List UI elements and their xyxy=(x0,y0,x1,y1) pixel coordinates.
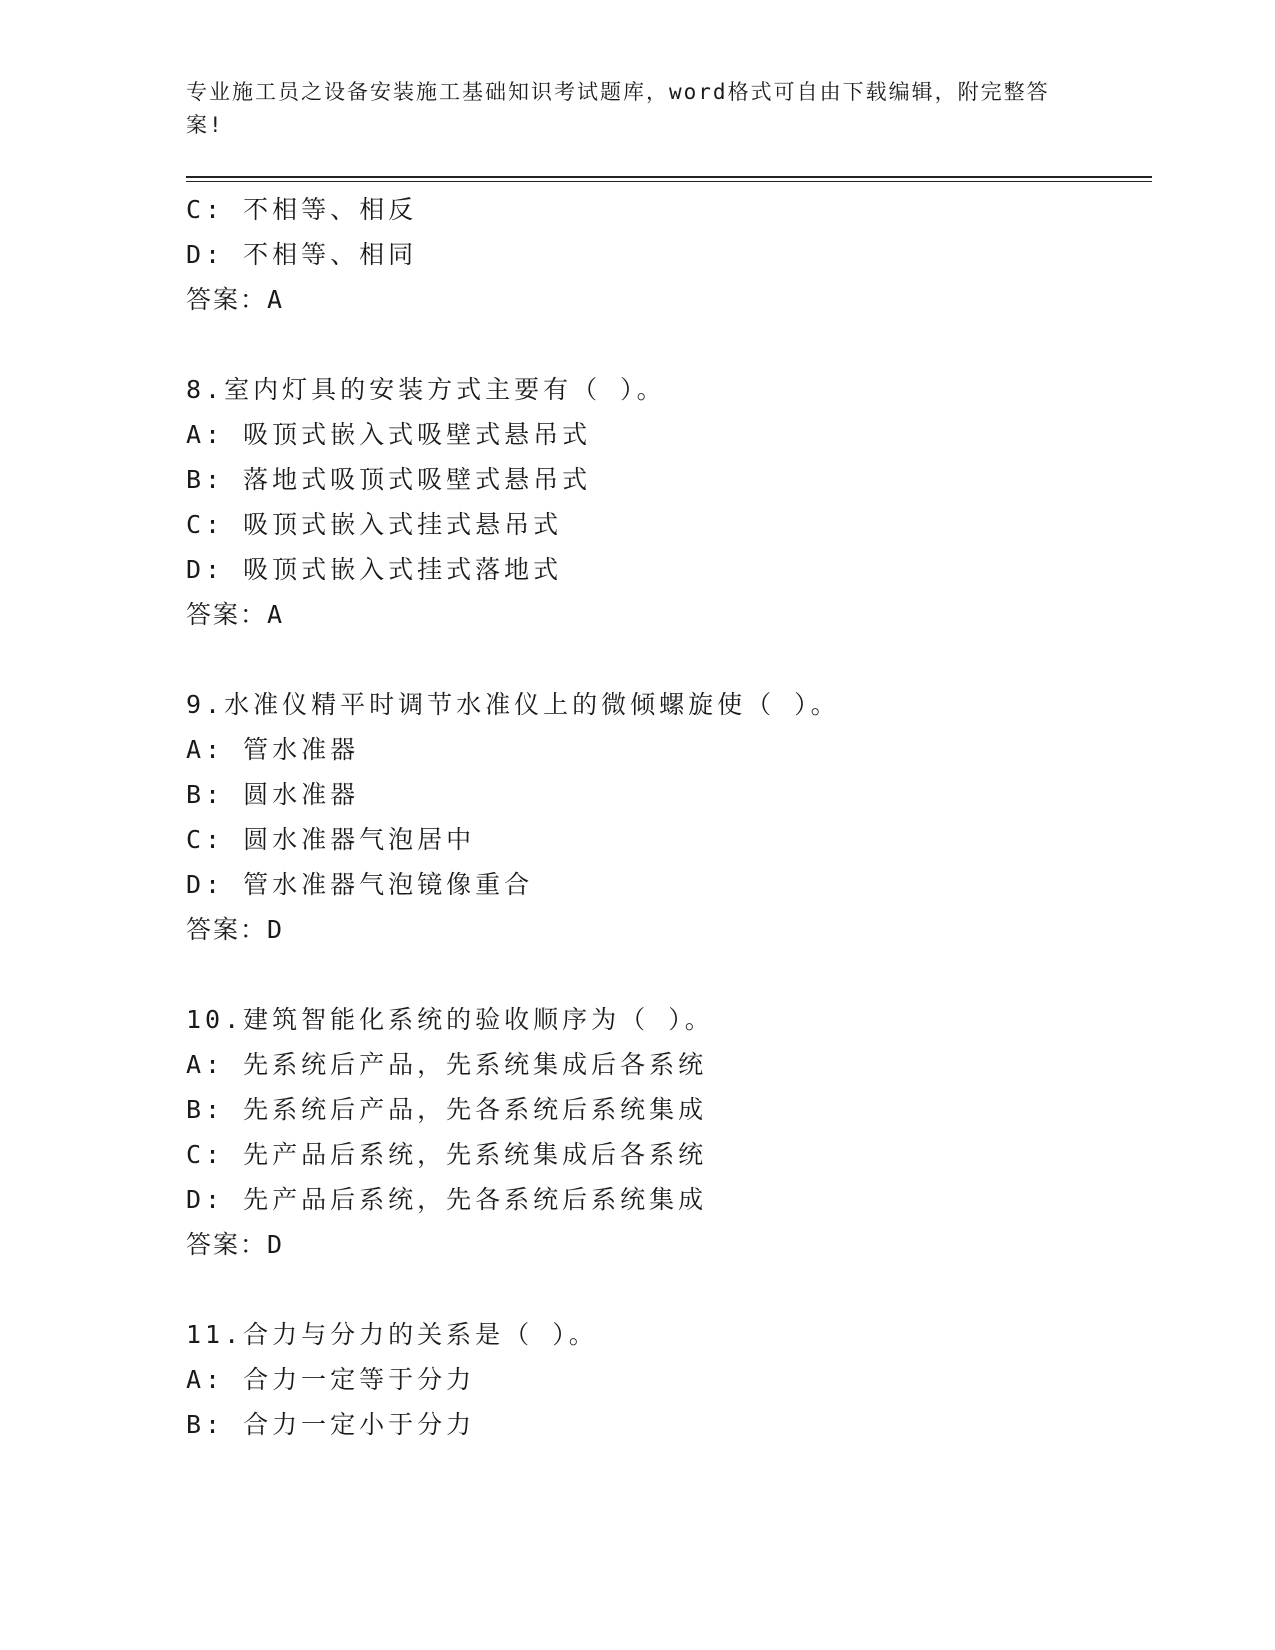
q10-answer xyxy=(186,1230,282,1260)
q8-option-b: B: 落地式吸顶式吸壁式悬吊式 xyxy=(186,465,592,494)
q10-option-c: C: 先产品后系统，先系统集成后各系统 xyxy=(186,1140,708,1169)
answer-label: 答案： xyxy=(186,1230,268,1259)
q9-option-a: A: 管水准器 xyxy=(186,735,360,764)
answer-value: D xyxy=(267,915,283,944)
q10-option-d: D: 先产品后系统，先各系统后系统集成 xyxy=(186,1185,708,1214)
q9-option-d: D: 管水准器气泡镜像重合 xyxy=(186,870,534,899)
document-header: 专业施工员之设备安装施工基础知识考试题库，word格式可自由下载编辑，附完整答案! xyxy=(186,80,1050,137)
q10-option-a: A: 先系统后产品，先系统集成后各系统 xyxy=(186,1050,708,1079)
header-divider-thick xyxy=(186,176,1152,178)
q7-answer xyxy=(186,285,282,315)
q7-option-d: D: 不相等、相同 xyxy=(186,240,418,269)
q8-option-a: A: 吸顶式嵌入式吸壁式悬吊式 xyxy=(186,420,592,449)
q8-option-c: C: 吸顶式嵌入式挂式悬吊式 xyxy=(186,510,563,539)
answer-value: A xyxy=(267,285,283,314)
q11-option-b: B: 合力一定小于分力 xyxy=(186,1410,476,1439)
q10-option-b: B: 先系统后产品，先各系统后系统集成 xyxy=(186,1095,708,1124)
q9-answer xyxy=(186,915,282,945)
q8-option-d: D: 吸顶式嵌入式挂式落地式 xyxy=(186,555,563,584)
q9-question: 9.水准仪精平时调节水准仪上的微倾螺旋使（ ）。 xyxy=(186,690,840,719)
header-divider-thin xyxy=(186,181,1152,182)
answer-value: A xyxy=(267,600,283,629)
q8-answer xyxy=(186,600,282,630)
q11-option-a: A: 合力一定等于分力 xyxy=(186,1365,476,1394)
answer-label: 答案： xyxy=(186,285,268,314)
q8-question: 8.室内灯具的安装方式主要有（ ）。 xyxy=(186,375,666,404)
q10-question: 10.建筑智能化系统的验收顺序为（ ）。 xyxy=(186,1005,714,1034)
q11-question: 11.合力与分力的关系是（ ）。 xyxy=(186,1320,598,1349)
q9-option-c: C: 圆水准器气泡居中 xyxy=(186,825,476,854)
answer-label: 答案： xyxy=(186,915,268,944)
q9-option-b: B: 圆水准器 xyxy=(186,780,360,809)
q7-option-c: C: 不相等、相反 xyxy=(186,195,418,224)
answer-label: 答案： xyxy=(186,600,268,629)
answer-value: D xyxy=(267,1230,283,1259)
